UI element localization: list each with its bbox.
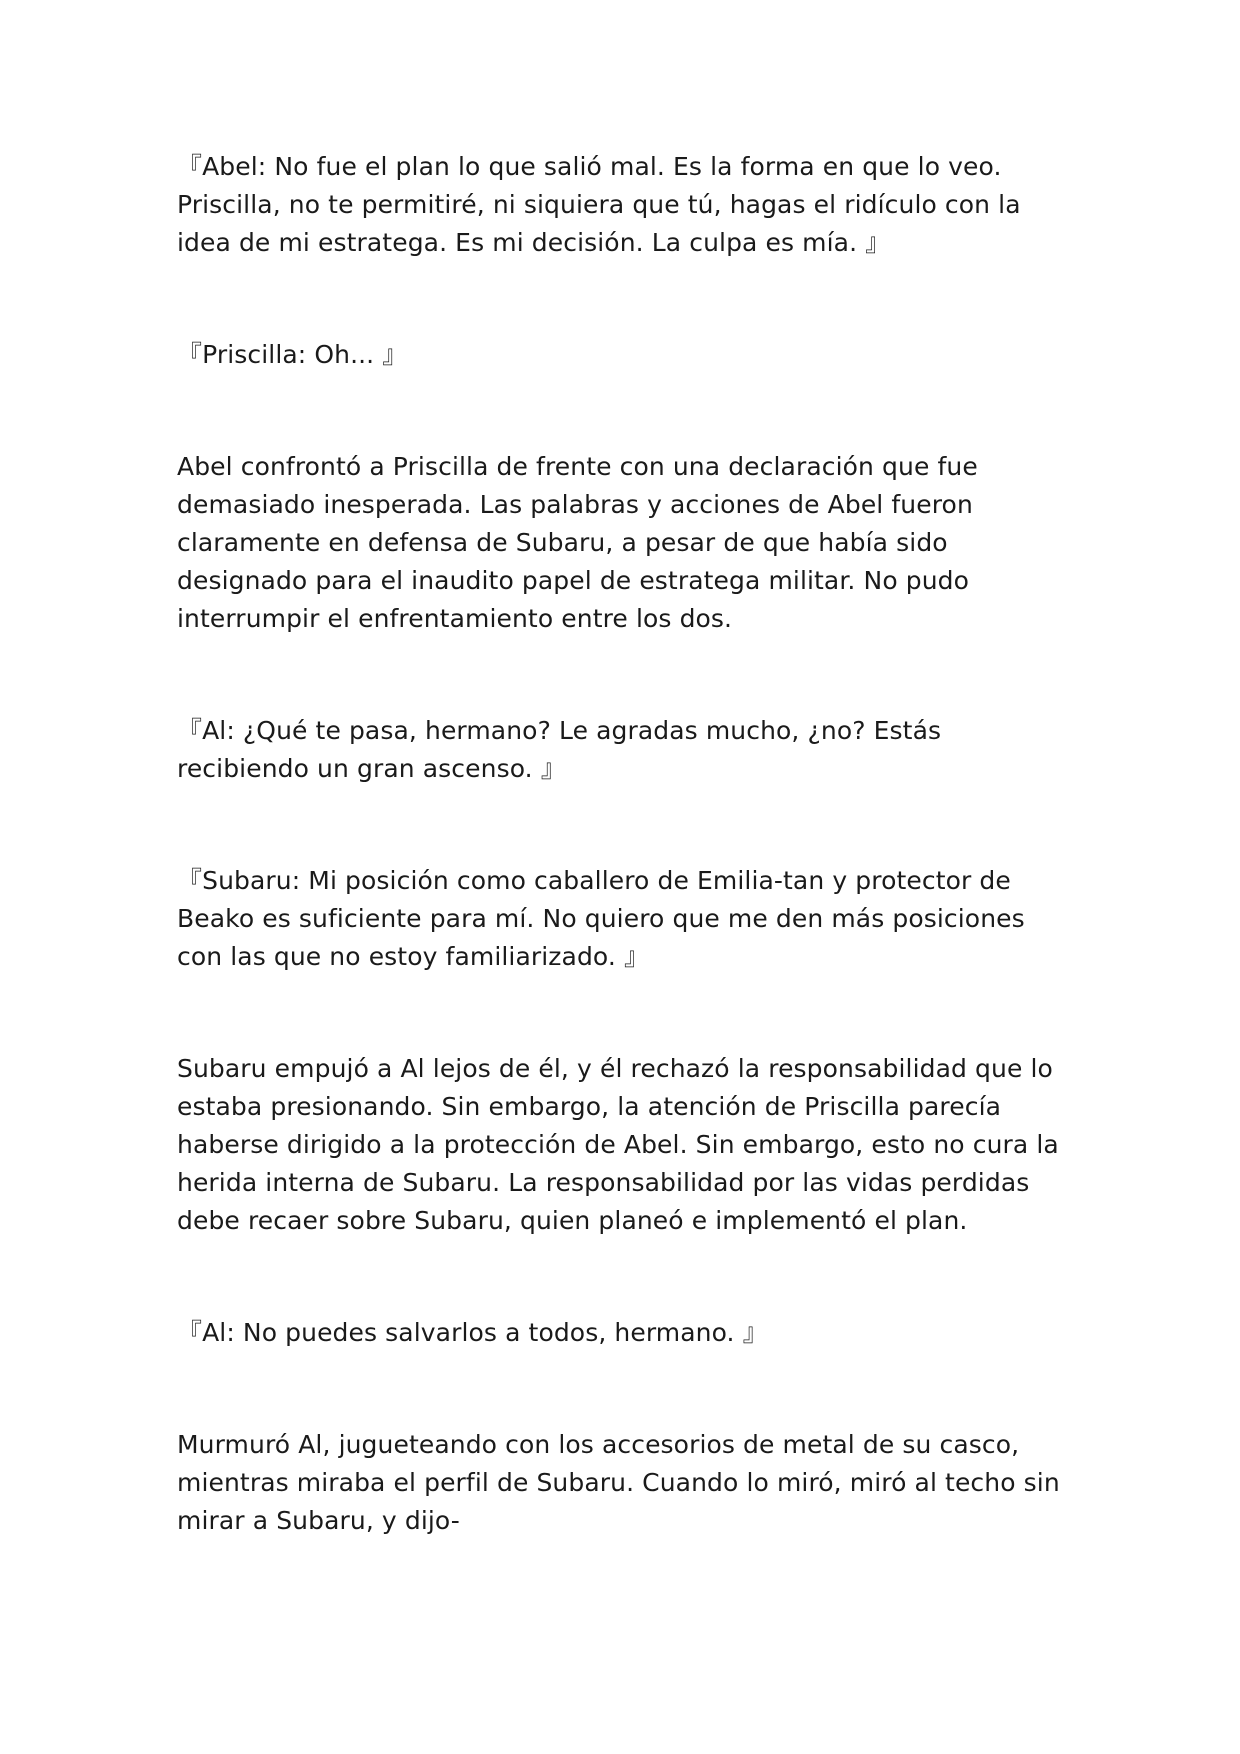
- narration-abel-confronts: Abel confrontó a Priscilla de frente con una declaración que fue demasiado inesperada. Las palabras y acciones de Abel fueron claramente en defensa de Subaru, a pesar de que había sido designado para el inaudito papel de estratega militar. No pudo interrumpir el enfrentamiento entre los dos.: [177, 452, 978, 633]
- dialogue-subaru: 『Subaru: Mi posición como caballero de Emilia-tan y protector de Beako es suficiente para mí. No quiero que me den más posiciones con las que no estoy familiarizado. 』: [177, 866, 1025, 971]
- narration-subaru-responsibility: Subaru empujó a Al lejos de él, y él rechazó la responsabilidad que lo estaba presionando. Sin embargo, la atención de Priscilla parecía haberse dirigido a la protección de Abel. Sin embargo, esto no cura la herida interna de Subaru. La responsabilidad por las vidas perdidas debe recaer sobre Subaru, quien planeó e implementó el plan.: [177, 1054, 1059, 1235]
- dialogue-al-salvar: 『Al: No puedes salvarlos a todos, hermano. 』: [177, 1318, 768, 1347]
- paragraph-spacer: [177, 1352, 1077, 1426]
- paragraph-spacer: [177, 976, 1077, 1050]
- dialogue-priscilla: 『Priscilla: Oh... 』: [177, 340, 408, 369]
- paragraph-spacer: [177, 638, 1077, 712]
- paragraph-spacer: [177, 374, 1077, 448]
- dialogue-abel: 『Abel: No fue el plan lo que salió mal. Es la forma en que lo veo. Priscilla, no te permitiré, ni siquiera que tú, hagas el ridículo con la idea de mi estratega. Es mi decisión. La culpa es mía. 』: [177, 152, 1021, 257]
- text-column: [177, 148, 1077, 1540]
- dialogue-al-ascenso: 『Al: ¿Qué te pasa, hermano? Le agradas mucho, ¿no? Estás recibiendo un gran ascenso. 』: [177, 716, 942, 783]
- paragraph-spacer: [177, 1240, 1077, 1314]
- paragraph-spacer: [177, 788, 1077, 862]
- paragraph-spacer: [177, 262, 1077, 336]
- narration-al-murmura: Murmuró Al, jugueteando con los accesorios de metal de su casco, mientras miraba el perfil de Subaru. Cuando lo miró, miró al techo sin mirar a Subaru, y dijo-: [177, 1430, 1060, 1535]
